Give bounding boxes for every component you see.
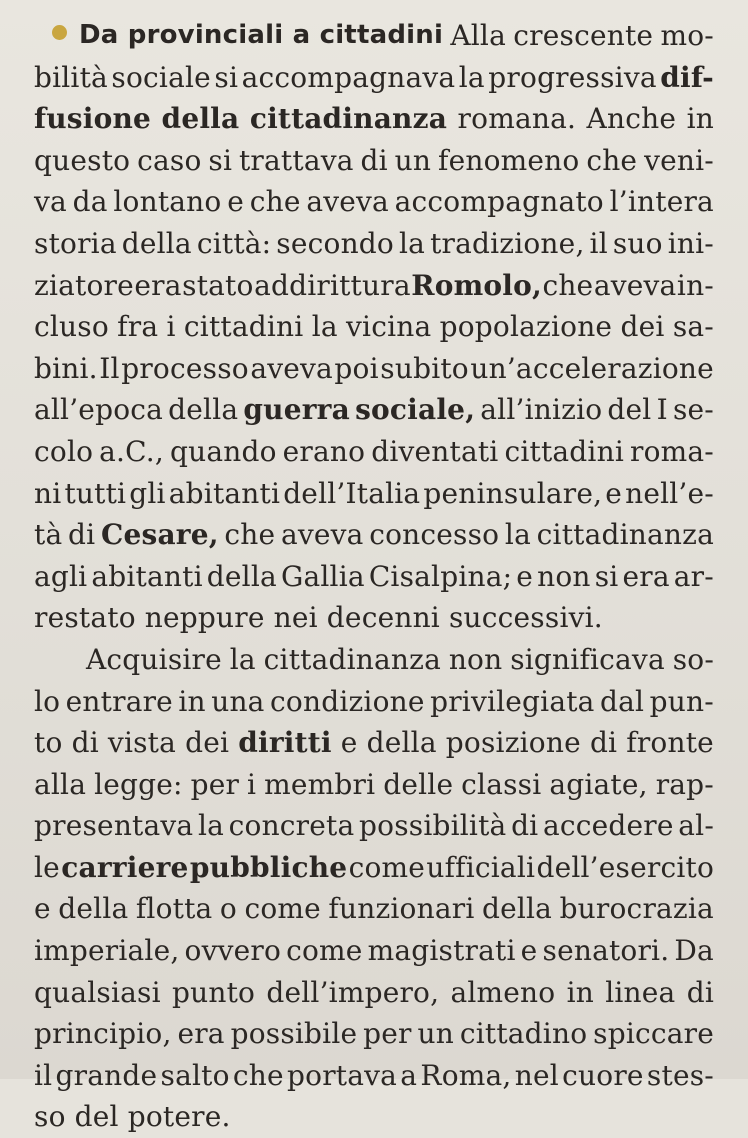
bold-term: della: [161, 102, 240, 136]
word: di: [360, 143, 388, 177]
word: di: [68, 518, 96, 552]
word: aveva: [280, 518, 364, 552]
word: secondo: [276, 226, 394, 260]
paragraph2-line: [34, 1055, 714, 1097]
word: di: [511, 809, 539, 843]
word: significava: [510, 642, 665, 676]
word: si: [214, 60, 239, 94]
word: caso: [137, 143, 202, 177]
word: bilità: [34, 60, 108, 94]
word: diventati: [371, 434, 499, 468]
word: si: [594, 559, 619, 593]
word: aveva: [306, 185, 389, 219]
word: sociale: [111, 60, 211, 94]
word: Alla: [450, 19, 506, 52]
word: da: [72, 185, 108, 219]
word: la: [504, 518, 531, 552]
word: classi: [461, 767, 542, 801]
word: che: [586, 143, 638, 177]
word: nell’e-: [625, 476, 714, 510]
word: fronte: [626, 726, 714, 760]
bold-term: fusione: [34, 102, 152, 136]
word: rap-: [655, 767, 714, 801]
word: il: [34, 1058, 53, 1092]
paragraph2-line: [34, 972, 714, 1014]
word: per: [190, 767, 240, 801]
word: della: [58, 892, 129, 926]
word: flotta: [135, 892, 213, 926]
word: trattava: [238, 143, 354, 177]
word: della: [121, 226, 192, 260]
word: crescente: [513, 19, 654, 52]
word: aveva: [250, 351, 333, 385]
paragraph1-line: [34, 348, 714, 390]
word: portava: [287, 1058, 398, 1092]
word: progressiva: [488, 60, 657, 94]
paragraph2-line: [34, 805, 714, 847]
word: restato: [34, 601, 136, 635]
word: fenomeno: [438, 143, 580, 177]
word: condizione: [270, 684, 425, 718]
word: al-: [678, 809, 714, 843]
word: si: [208, 143, 233, 177]
word: questo: [34, 143, 131, 177]
paragraph1-line: [34, 597, 714, 639]
word: di: [71, 726, 99, 760]
paragraph2-line: [34, 681, 714, 723]
word: e: [520, 934, 538, 968]
word: suo: [612, 226, 663, 260]
word: del: [607, 393, 652, 427]
word: abitanti: [168, 476, 281, 510]
word: romana.: [457, 102, 577, 136]
word: della: [366, 726, 437, 760]
word: accompagnava: [241, 60, 456, 94]
word: come: [286, 934, 363, 968]
word: dell’impero,: [266, 975, 440, 1009]
word: gli: [129, 476, 166, 510]
word: dell’esercito: [536, 850, 714, 884]
word: la: [311, 310, 338, 344]
bold-term: diritti: [238, 726, 332, 760]
word: ovvero: [184, 934, 282, 968]
word: possibile: [230, 1017, 358, 1051]
word: e: [340, 726, 358, 760]
word: agli: [34, 559, 88, 593]
bold-term: carriere: [61, 850, 189, 884]
word: era: [177, 1017, 225, 1051]
paragraph1-line: [34, 556, 714, 598]
paragraph1-line: [34, 15, 714, 57]
word: neppure: [144, 601, 265, 635]
word: successivi.: [448, 601, 603, 635]
word: la: [399, 226, 426, 260]
word: Da: [674, 934, 714, 968]
word: subito: [380, 351, 469, 385]
word: all’epoca: [34, 393, 164, 427]
word: in: [178, 684, 206, 718]
word: tradizione,: [430, 226, 585, 260]
paragraph2-line: [34, 930, 714, 972]
word: cittadinanza: [536, 518, 714, 552]
word: che: [232, 1058, 284, 1092]
word: magistrati: [367, 934, 516, 968]
word: a: [400, 1058, 418, 1092]
bold-term: guerra: [243, 393, 350, 427]
word: cuore: [562, 1058, 644, 1092]
word: come: [348, 850, 426, 884]
word: all’inizio: [480, 393, 603, 427]
paragraph1-line: [34, 57, 714, 99]
word: di: [686, 975, 714, 1009]
word: il: [589, 226, 608, 260]
bold-term: dif-: [660, 60, 714, 94]
word: che: [249, 185, 301, 219]
word: un: [394, 143, 432, 177]
word: salto: [160, 1058, 230, 1092]
word: in: [686, 102, 714, 136]
word: membri: [264, 767, 376, 801]
paragraph1-line: [34, 306, 714, 348]
word: cittadini: [504, 434, 624, 468]
word: in: [566, 975, 594, 1009]
bold-term: Cesare,: [100, 518, 219, 552]
word: sa-: [672, 310, 714, 344]
word: funzionari: [328, 892, 475, 926]
paragraph1-line: [34, 140, 714, 182]
word: accedere: [542, 809, 674, 843]
word: se-: [672, 393, 714, 427]
bullet-dot-icon: [52, 25, 67, 40]
paragraph2-line: [34, 888, 714, 930]
word: concreta: [228, 809, 355, 843]
word: la: [197, 809, 224, 843]
word: a.C.,: [99, 434, 164, 468]
word: addirittura: [254, 268, 411, 302]
word: la: [229, 642, 256, 676]
word: peninsulare,: [423, 476, 603, 510]
word: vista: [107, 726, 177, 760]
word: tà: [34, 518, 63, 552]
paragraph1-line: [34, 473, 714, 515]
word: cittadino: [459, 1017, 588, 1051]
word: privilegiata: [430, 684, 595, 718]
paragraph1-line: [34, 181, 714, 223]
word: che: [224, 518, 276, 552]
word: punto: [172, 975, 256, 1009]
word: ziatore: [34, 268, 134, 302]
paragraph2-line: [34, 639, 714, 681]
paragraph1-line: [34, 223, 714, 265]
word: stato: [182, 268, 254, 302]
word: nei: [273, 601, 318, 635]
word: cittadini: [183, 310, 304, 344]
word: I: [656, 393, 668, 427]
paragraph1-line: [34, 514, 714, 556]
word: era: [622, 559, 670, 593]
word: erano: [282, 434, 366, 468]
bold-term: cittadinanza: [249, 102, 448, 136]
text-block: [34, 15, 714, 1138]
word: l’intera: [609, 185, 714, 219]
word: Acquisire: [86, 642, 222, 676]
paragraph1-line: [34, 389, 714, 431]
word: principio,: [34, 1017, 172, 1051]
bold-term: Romolo,: [411, 268, 542, 302]
word: in-: [676, 268, 714, 302]
paragraph2-line: [34, 1013, 714, 1055]
paragraph1-line: [34, 98, 714, 140]
word: va: [34, 185, 67, 219]
word: alla: [34, 767, 87, 801]
paragraph2-line: [34, 1096, 714, 1138]
word: o: [219, 892, 237, 926]
word: dal: [600, 684, 645, 718]
word: dei: [620, 310, 665, 344]
paragraph2-line: [34, 847, 714, 889]
word: almeno: [450, 975, 556, 1009]
word: le: [34, 850, 60, 884]
word: ufficiali: [426, 850, 536, 884]
paragraph1-line: [34, 431, 714, 473]
word: so: [34, 1100, 66, 1134]
word: lo: [34, 684, 61, 718]
word: stes-: [646, 1058, 714, 1092]
word: decenni: [326, 601, 440, 635]
word: qualsiasi: [34, 975, 161, 1009]
bold-term: sociale,: [355, 393, 476, 427]
word: lontano: [113, 185, 222, 219]
word: un: [417, 1017, 454, 1051]
bold-term: pubbliche: [189, 850, 348, 884]
word: i: [247, 767, 257, 801]
word: del: [74, 1100, 119, 1134]
word: spiccare: [593, 1017, 714, 1051]
section-title: Da provinciali a cittadini: [79, 20, 444, 50]
word: fra: [117, 310, 159, 344]
word: aveva: [593, 268, 677, 302]
word: Il: [99, 351, 120, 385]
word: della: [481, 892, 553, 926]
word: colo: [34, 434, 94, 468]
word: città:: [196, 226, 272, 260]
word: presentava: [34, 809, 194, 843]
word: storia: [34, 226, 117, 260]
word: e: [605, 476, 623, 510]
word: per: [363, 1017, 412, 1051]
word: non: [537, 559, 591, 593]
word: come: [244, 892, 321, 926]
word: Cisalpina;: [368, 559, 513, 593]
paragraph2-line: [34, 764, 714, 806]
word: mo-: [660, 19, 714, 52]
word: Gallia: [280, 559, 365, 593]
word: processo: [121, 351, 249, 385]
word: potere.: [127, 1100, 231, 1134]
word: non: [448, 642, 503, 676]
word: e: [227, 185, 244, 219]
word: entrare: [65, 684, 173, 718]
word: concesso: [369, 518, 500, 552]
word: burocrazia: [559, 892, 714, 926]
word: la: [458, 60, 485, 94]
word: dell’Italia: [283, 476, 421, 510]
word: i: [166, 310, 176, 344]
word: agiate,: [549, 767, 648, 801]
word: Anche: [586, 102, 677, 136]
word: pun-: [649, 684, 714, 718]
word: era: [134, 268, 182, 302]
word: to: [34, 726, 63, 760]
word: posizione: [445, 726, 581, 760]
word: cluso: [34, 310, 109, 344]
word: ar-: [673, 559, 714, 593]
word: veni-: [644, 143, 714, 177]
word: possibilità: [359, 809, 507, 843]
word: della: [206, 559, 277, 593]
word: dei: [185, 726, 230, 760]
word: Roma,: [420, 1058, 512, 1092]
section-heading: [52, 15, 443, 57]
word: tutti: [64, 476, 127, 510]
paragraph2-line: [34, 722, 714, 764]
word: senatori.: [542, 934, 670, 968]
word: linea: [605, 975, 676, 1009]
word: un’accelerazione: [470, 351, 714, 385]
word: grande: [55, 1058, 158, 1092]
word: e: [34, 892, 51, 926]
word: una: [211, 684, 265, 718]
word: delle: [383, 767, 454, 801]
word: che: [542, 268, 594, 302]
word: vicina: [346, 310, 432, 344]
paragraph1-line: [34, 265, 714, 307]
word: poi: [334, 351, 379, 385]
word: roma-: [629, 434, 714, 468]
word: e: [516, 559, 534, 593]
word: di: [589, 726, 618, 760]
word: bini.: [34, 351, 98, 385]
word: quando: [169, 434, 277, 468]
word: ini-: [667, 226, 714, 260]
word: so-: [672, 642, 714, 676]
word: imperiale,: [34, 934, 180, 968]
word: cittadinanza: [263, 642, 441, 676]
word: ni: [34, 476, 62, 510]
word: legge:: [94, 767, 183, 801]
word: abitanti: [91, 559, 203, 593]
word: popolazione: [439, 310, 613, 344]
word: della: [168, 393, 239, 427]
word: nel: [514, 1058, 559, 1092]
word: accompagnato: [394, 185, 604, 219]
